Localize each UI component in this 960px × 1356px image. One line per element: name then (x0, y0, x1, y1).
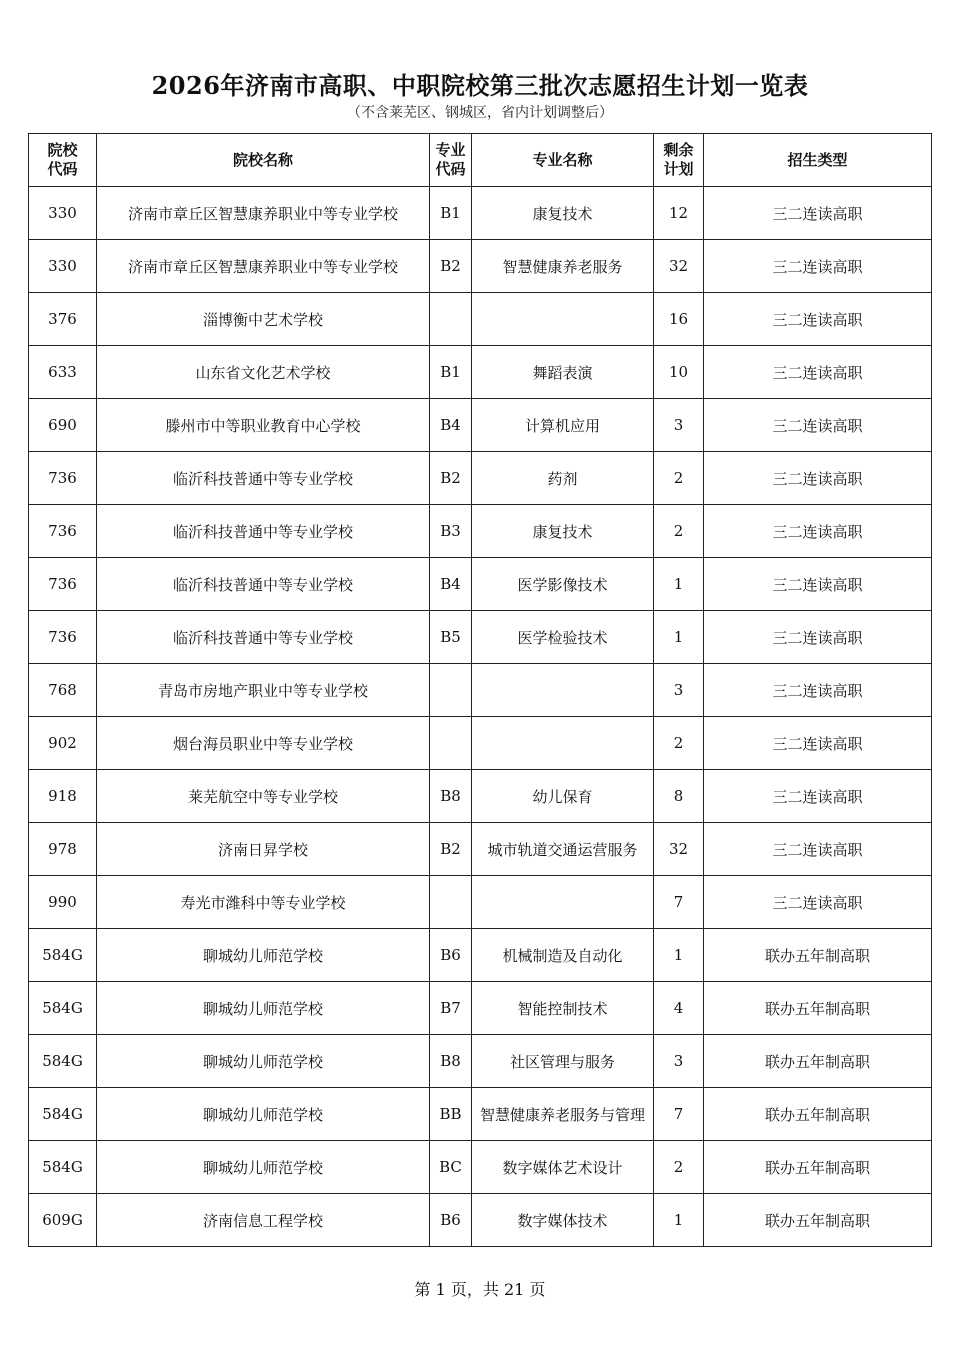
remaining-plan-cell: 10 (654, 346, 704, 399)
major-code-cell: B2 (430, 452, 472, 505)
table-row (29, 770, 932, 823)
major-code-cell: BB (430, 1088, 472, 1141)
school-name-cell: 寿光市潍科中等专业学校 (97, 876, 430, 929)
school-name-cell: 济南市章丘区智慧康养职业中等专业学校 (97, 187, 430, 240)
major-code-cell: B8 (430, 1035, 472, 1088)
major-name-cell: 数字媒体艺术设计 (472, 1141, 654, 1194)
remaining-plan-cell: 1 (654, 929, 704, 982)
major-code-cell: B1 (430, 187, 472, 240)
remaining-plan-cell: 8 (654, 770, 704, 823)
major-code-cell: B2 (430, 240, 472, 293)
school-code-cell: 330 (29, 240, 97, 293)
major-name-cell: 社区管理与服务 (472, 1035, 654, 1088)
enrollment-type-cell: 三二连读高职 (704, 717, 932, 770)
col-school-name-header: 院校名称 (97, 134, 430, 187)
school-name-cell: 临沂科技普通中等专业学校 (97, 452, 430, 505)
col-major-name-header: 专业名称 (472, 134, 654, 187)
major-name-cell: 数字媒体技术 (472, 1194, 654, 1247)
school-code-cell: 736 (29, 452, 97, 505)
table-row (29, 187, 932, 240)
major-name-cell: 城市轨道交通运营服务 (472, 823, 654, 876)
col-enrollment-type-header: 招生类型 (704, 134, 932, 187)
major-code-cell: BC (430, 1141, 472, 1194)
major-name-cell: 智能控制技术 (472, 982, 654, 1035)
major-code-cell (430, 293, 472, 346)
remaining-plan-cell: 32 (654, 823, 704, 876)
table-row (29, 452, 932, 505)
major-code-cell: B5 (430, 611, 472, 664)
major-code-cell: B4 (430, 399, 472, 452)
school-name-cell: 聊城幼儿师范学校 (97, 982, 430, 1035)
remaining-plan-cell: 1 (654, 558, 704, 611)
enrollment-type-cell: 三二连读高职 (704, 558, 932, 611)
table-row (29, 1194, 932, 1247)
school-name-cell: 临沂科技普通中等专业学校 (97, 505, 430, 558)
enrollment-type-cell: 三二连读高职 (704, 293, 932, 346)
remaining-plan-cell: 2 (654, 1141, 704, 1194)
school-name-cell: 聊城幼儿师范学校 (97, 1088, 430, 1141)
remaining-plan-cell: 3 (654, 1035, 704, 1088)
school-code-cell: 736 (29, 611, 97, 664)
remaining-plan-cell: 3 (654, 664, 704, 717)
major-code-cell (430, 717, 472, 770)
enrollment-type-cell: 联办五年制高职 (704, 1194, 932, 1247)
school-name-cell: 滕州市中等职业教育中心学校 (97, 399, 430, 452)
enrollment-type-cell: 三二连读高职 (704, 505, 932, 558)
remaining-plan-cell: 1 (654, 611, 704, 664)
major-code-cell: B2 (430, 823, 472, 876)
remaining-plan-cell: 4 (654, 982, 704, 1035)
school-name-cell: 莱芜航空中等专业学校 (97, 770, 430, 823)
school-code-cell: 990 (29, 876, 97, 929)
school-code-cell: 690 (29, 399, 97, 452)
table-row (29, 1141, 932, 1194)
major-code-cell (430, 876, 472, 929)
school-name-cell: 山东省文化艺术学校 (97, 346, 430, 399)
major-code-cell (430, 664, 472, 717)
major-name-cell: 康复技术 (472, 187, 654, 240)
remaining-plan-cell: 7 (654, 1088, 704, 1141)
enrollment-type-cell: 联办五年制高职 (704, 1141, 932, 1194)
enrollment-type-cell: 三二连读高职 (704, 187, 932, 240)
major-name-cell: 康复技术 (472, 505, 654, 558)
col-remaining-plan-header: 剩余 计划 (654, 134, 704, 187)
enrollment-type-cell: 三二连读高职 (704, 399, 932, 452)
major-name-cell (472, 876, 654, 929)
table-row (29, 611, 932, 664)
table-row (29, 929, 932, 982)
table-row (29, 717, 932, 770)
major-code-cell: B6 (430, 1194, 472, 1247)
table-row (29, 664, 932, 717)
table-row (29, 399, 932, 452)
enrollment-type-cell: 三二连读高职 (704, 664, 932, 717)
school-name-cell: 青岛市房地产职业中等专业学校 (97, 664, 430, 717)
table-row (29, 982, 932, 1035)
major-name-cell: 医学影像技术 (472, 558, 654, 611)
major-code-cell: B7 (430, 982, 472, 1035)
school-name-cell: 临沂科技普通中等专业学校 (97, 558, 430, 611)
enrollment-type-cell: 三二连读高职 (704, 452, 932, 505)
major-code-cell: B8 (430, 770, 472, 823)
col-major-code-header: 专业 代码 (430, 134, 472, 187)
remaining-plan-cell: 16 (654, 293, 704, 346)
school-name-cell: 济南市章丘区智慧康养职业中等专业学校 (97, 240, 430, 293)
school-name-cell: 聊城幼儿师范学校 (97, 929, 430, 982)
major-code-cell: B4 (430, 558, 472, 611)
enrollment-plan-table (28, 133, 932, 1247)
school-name-cell: 聊城幼儿师范学校 (97, 1035, 430, 1088)
enrollment-type-cell: 三二连读高职 (704, 876, 932, 929)
remaining-plan-cell: 3 (654, 399, 704, 452)
table-row (29, 558, 932, 611)
school-code-cell: 978 (29, 823, 97, 876)
major-name-cell: 智慧健康养老服务与管理 (472, 1088, 654, 1141)
remaining-plan-cell: 1 (654, 1194, 704, 1247)
table-row (29, 823, 932, 876)
school-name-cell: 烟台海员职业中等专业学校 (97, 717, 430, 770)
enrollment-type-cell: 三二连读高职 (704, 611, 932, 664)
col-school-code-header: 院校 代码 (29, 134, 97, 187)
school-name-cell: 淄博衡中艺术学校 (97, 293, 430, 346)
major-name-cell (472, 664, 654, 717)
major-code-cell: B3 (430, 505, 472, 558)
major-name-cell: 幼儿保育 (472, 770, 654, 823)
enrollment-type-cell: 三二连读高职 (704, 346, 932, 399)
table-row (29, 293, 932, 346)
school-name-cell: 济南信息工程学校 (97, 1194, 430, 1247)
enrollment-type-cell: 三二连读高职 (704, 240, 932, 293)
school-code-cell: 584G (29, 1035, 97, 1088)
school-code-cell: 633 (29, 346, 97, 399)
school-code-cell: 584G (29, 1088, 97, 1141)
page-number: 第 1 页，共 21 页 (414, 1280, 546, 1299)
major-name-cell: 智慧健康养老服务 (472, 240, 654, 293)
school-code-cell: 609G (29, 1194, 97, 1247)
table-row (29, 1035, 932, 1088)
school-code-cell: 736 (29, 505, 97, 558)
school-code-cell: 768 (29, 664, 97, 717)
school-code-cell: 902 (29, 717, 97, 770)
table-row (29, 240, 932, 293)
school-code-cell: 584G (29, 929, 97, 982)
enrollment-type-cell: 三二连读高职 (704, 770, 932, 823)
document-subtitle: （不含莱芜区、钢城区，省内计划调整后） (347, 105, 613, 121)
document-title: 2026年济南市高职、中职院校第三批次志愿招生计划一览表 (151, 71, 809, 100)
remaining-plan-cell: 32 (654, 240, 704, 293)
school-code-cell: 376 (29, 293, 97, 346)
school-name-cell: 济南日昇学校 (97, 823, 430, 876)
enrollment-type-cell: 联办五年制高职 (704, 929, 932, 982)
table-row (29, 346, 932, 399)
major-name-cell: 机械制造及自动化 (472, 929, 654, 982)
enrollment-type-cell: 联办五年制高职 (704, 1035, 932, 1088)
enrollment-type-cell: 联办五年制高职 (704, 982, 932, 1035)
major-name-cell (472, 293, 654, 346)
major-name-cell (472, 717, 654, 770)
enrollment-type-cell: 联办五年制高职 (704, 1088, 932, 1141)
enrollment-type-cell: 三二连读高职 (704, 823, 932, 876)
remaining-plan-cell: 2 (654, 452, 704, 505)
school-code-cell: 584G (29, 982, 97, 1035)
table-header-row (29, 134, 932, 187)
remaining-plan-cell: 2 (654, 505, 704, 558)
school-name-cell: 临沂科技普通中等专业学校 (97, 611, 430, 664)
school-name-cell: 聊城幼儿师范学校 (97, 1141, 430, 1194)
school-code-cell: 330 (29, 187, 97, 240)
major-name-cell: 药剂 (472, 452, 654, 505)
table-row (29, 1088, 932, 1141)
school-code-cell: 584G (29, 1141, 97, 1194)
school-code-cell: 736 (29, 558, 97, 611)
table-row (29, 876, 932, 929)
remaining-plan-cell: 7 (654, 876, 704, 929)
major-name-cell: 医学检验技术 (472, 611, 654, 664)
major-code-cell: B1 (430, 346, 472, 399)
major-name-cell: 舞蹈表演 (472, 346, 654, 399)
major-name-cell: 计算机应用 (472, 399, 654, 452)
table-body (29, 187, 932, 1247)
remaining-plan-cell: 2 (654, 717, 704, 770)
remaining-plan-cell: 12 (654, 187, 704, 240)
table-row (29, 505, 932, 558)
major-code-cell: B6 (430, 929, 472, 982)
school-code-cell: 918 (29, 770, 97, 823)
